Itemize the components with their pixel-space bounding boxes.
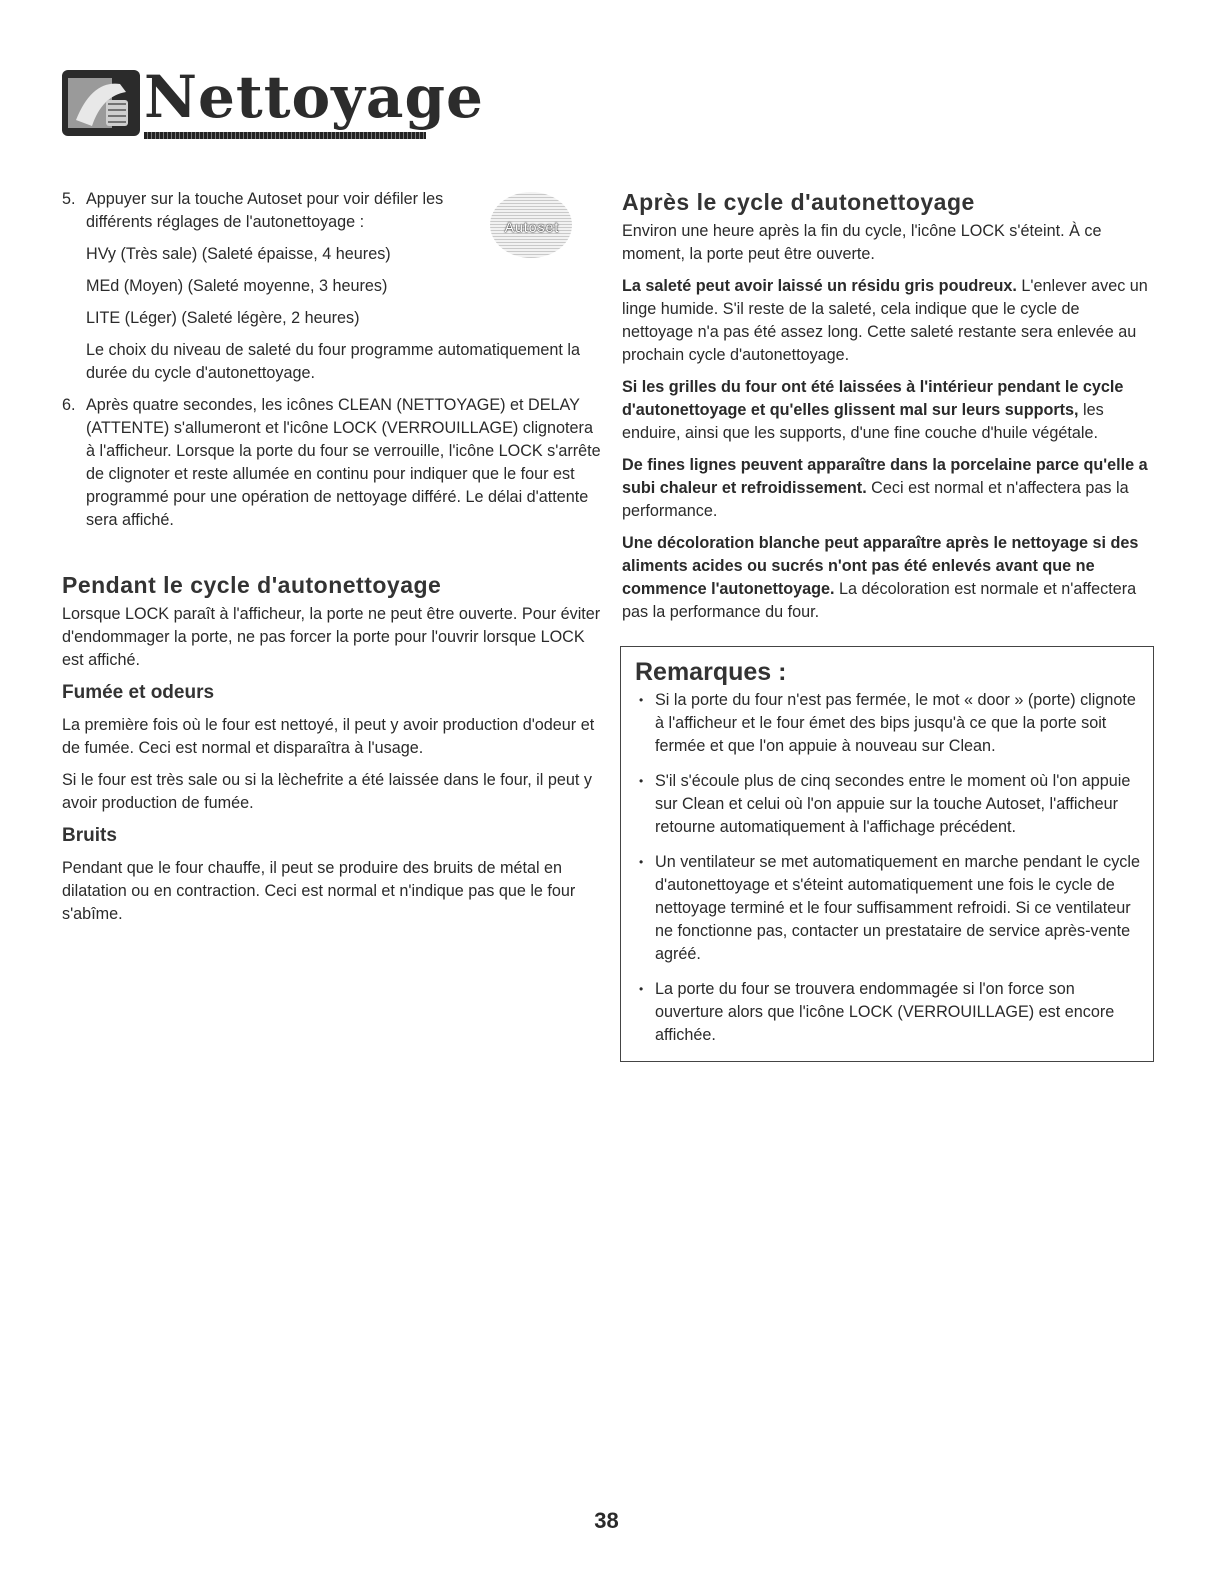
after-item-lead: Si les grilles du four ont été laissées à l'intérieur pendant le cycle d'autonettoyage et qu'elles glissent mal sur leurs supports, bbox=[622, 378, 1124, 419]
page-header bbox=[62, 62, 484, 142]
step-text: Après quatre secondes, les icônes CLEAN (NETTOYAGE) et DELAY (ATTENTE) s'allumeront et l'icône LOCK (VERROUILLAGE) clignotera à l'afficheur. Lorsque la porte du four se verrouille, l'icône LOCK s'arrête de clignoter et reste allumée en continu pour indiquer que le four est programmé pour une opération de nettoyage différé. Le délai d'attente sera affiché. bbox=[86, 396, 601, 529]
after-item bbox=[622, 275, 1154, 367]
cleaning-logo-icon bbox=[62, 70, 140, 136]
step-6 bbox=[62, 394, 602, 532]
level-med: MEd (Moyen) (Saleté moyenne, 3 heures) bbox=[86, 277, 388, 295]
after-item-lead: La saleté peut avoir laissé un résidu gris poudreux. bbox=[622, 277, 1017, 295]
notes-item: • Un ventilateur se met automatiquement en marche pendant le cycle d'autonettoyage et s'éteint automatiquement une fois le cycle de nettoyage terminé et le four suffisamment refroidi. Si ce ventilateur ne fonctionne pas, contacter un prestataire de service après-vente agréé. bbox=[635, 851, 1141, 966]
page-number: 38 bbox=[594, 1508, 619, 1533]
after-item-lead: De fines lignes peuvent apparaître dans la porcelaine parce qu'elle a subi chaleur et refroidissement. bbox=[622, 456, 1148, 497]
after-item bbox=[622, 376, 1154, 445]
notes-item: • La porte du four se trouvera endommagée si l'on force son ouverture alors que l'icône LOCK (VERROUILLAGE) est encore affichée. bbox=[635, 978, 1141, 1047]
after-item-text: Ceci est normal et n'affectera pas la performance. bbox=[622, 479, 1129, 520]
smoke-text-2: Si le four est très sale ou si la lèchefrite a été laissée dans le four, il peut y avoir production de fumée. bbox=[62, 771, 592, 812]
page-title: Nettoyage bbox=[144, 63, 484, 131]
step-number: 6. bbox=[62, 396, 76, 414]
noises-text: Pendant que le four chauffe, il peut se produire des bruits de métal en dilatation ou en contraction. Ceci est normal et n'indique pas que le four s'abîme. bbox=[62, 859, 576, 923]
level-note: Le choix du niveau de saleté du four programme automatiquement la durée du cycle d'autonettoyage. bbox=[86, 341, 581, 382]
after-item bbox=[622, 454, 1154, 523]
notes-title: Remarques : bbox=[635, 658, 787, 686]
title-underline bbox=[144, 132, 426, 139]
step-5 bbox=[62, 188, 602, 234]
step-text: Appuyer sur la touche Autoset pour voir défiler les différents réglages de l'autonettoyage : bbox=[86, 190, 444, 231]
after-intro: Environ une heure après la fin du cycle, l'icône LOCK s'éteint. À ce moment, la porte peut être ouverte. bbox=[622, 222, 1102, 263]
after-item-text: La décoloration est normale et n'affectera pas la performance du four. bbox=[622, 580, 1137, 621]
step-number: 5. bbox=[62, 190, 76, 208]
level-hvy: HVy (Très sale) (Saleté épaisse, 4 heures) bbox=[86, 245, 391, 263]
notes-list bbox=[635, 689, 1141, 1047]
autoset-label: Autoset bbox=[504, 219, 560, 235]
after-item bbox=[622, 532, 1154, 624]
notes-box bbox=[620, 646, 1154, 1062]
notes-item: • S'il s'écoule plus de cinq secondes entre le moment où l'on appuie sur Clean et celui où l'on appuie sur la touche Autoset, l'afficheur retourne automatiquement à l'affichage précédent. bbox=[635, 770, 1141, 839]
autoset-button-illustration bbox=[482, 188, 582, 268]
section-title-after: Après le cycle d'autonettoyage bbox=[622, 189, 975, 215]
subsection-title-noises: Bruits bbox=[62, 825, 117, 846]
subsection-title-smoke: Fumée et odeurs bbox=[62, 682, 215, 703]
during-text: Lorsque LOCK paraît à l'afficheur, la porte ne peut être ouverte. Pour éviter d'endommager la porte, ne pas forcer la porte pour l'ouvrir lorsque LOCK est affiché. bbox=[62, 605, 601, 669]
right-column bbox=[622, 188, 1154, 1062]
left-column bbox=[62, 188, 602, 935]
notes-item: • Si la porte du four n'est pas fermée, le mot « door » (porte) clignote à l'afficheur et le four émet des bips jusqu'à ce que la porte soit fermée et que l'on appuie à nouveau sur Clean. bbox=[635, 689, 1141, 758]
after-item-lead: Une décoloration blanche peut apparaître après le nettoyage si des aliments acides ou sucrés n'ont pas été enlevés avant que ne commence l'autonettoyage. bbox=[622, 534, 1139, 598]
after-item-text: L'enlever avec un linge humide. S'il reste de la saleté, cela indique que le cycle de nettoyage n'a pas été assez long. Cette saleté restante sera enlevée au prochain cycle d'autonettoyage. bbox=[622, 277, 1148, 364]
section-title-during: Pendant le cycle d'autonettoyage bbox=[62, 572, 442, 598]
after-item-text: les enduire, ainsi que les supports, d'une fine couche d'huile végétale. bbox=[622, 401, 1104, 442]
smoke-text-1: La première fois où le four est nettoyé, il peut y avoir production d'odeur et de fumée. Ceci est normal et disparaîtra à l'usage. bbox=[62, 716, 595, 757]
level-lite: LITE (Léger) (Saleté légère, 2 heures) bbox=[86, 309, 360, 327]
